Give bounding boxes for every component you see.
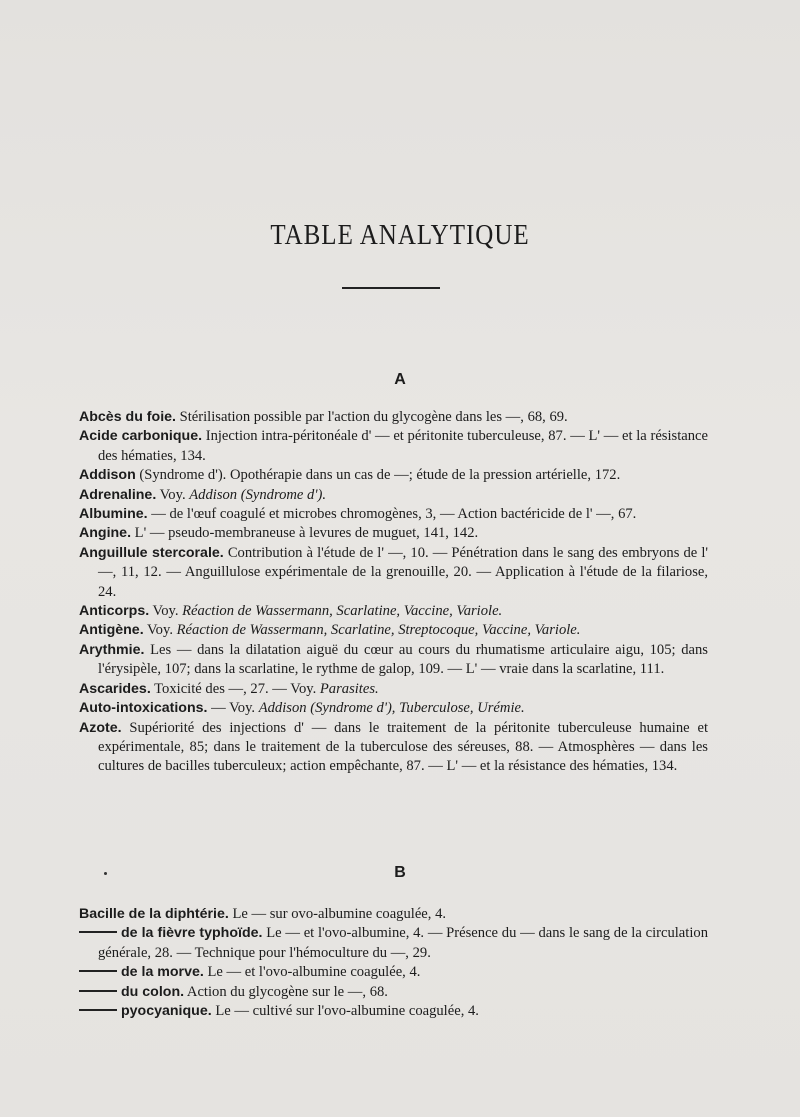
entry-text: Supériorité des injections d' — dans le traitement de la péritonite tuberculeuse humaine et expérimentale, 85; dans le traitement de la tuberculose des séreuses, 88. — Atmosphères — dans les cultures de bacilles tuberculeux; action empêchante, 87. — L' — et la résistance des hématies, 134. <box>98 719 708 775</box>
index-entry <box>79 905 708 924</box>
entry-keyword: Adrenaline. <box>79 486 157 503</box>
entry-text: — Voy. <box>207 700 259 717</box>
entry-keyword: Bacille de la diphtérie. <box>79 906 229 922</box>
entry-keyword: de la morve. <box>121 964 204 981</box>
entry-keyword: Azote. <box>79 719 122 736</box>
entry-text: Injection intra-péritonéale d' — et péritonite tuberculeuse, 87. — L' — et la résistance des hématies, 134. <box>98 428 708 464</box>
entry-keyword: Antigène. <box>79 622 144 639</box>
entry-text: Contribution à l'étude de l' —, 10. — Pénétration dans le sang des embryons de l' —, 11, 12. — Anguillulose expérimentale de la grenouille, 20. — Application à l'étude de la filariose, 24. <box>98 544 709 600</box>
entry-keyword: Auto-intoxications. <box>79 700 208 717</box>
entry-keyword: Albumine. <box>79 506 148 523</box>
entry-text: Les — dans la dilatation aiguë du cœur au cours du rhumatisme articulaire aigu, 105; dans l'érysipèle, 107; dans la scarlatine, le rythme de galop, 109. — L' — vraie dans la scarlatine, 111. <box>98 641 708 678</box>
entry-reference: Addison (Syndrome d'). <box>189 486 326 503</box>
entry-text: Le — et l'ovo-albumine coagulée, 4. <box>203 964 421 981</box>
entry-keyword: Ascarides. <box>79 680 151 697</box>
entry-keyword: du colon. <box>121 983 185 1000</box>
entry-text: Le — cultivé sur l'ovo-albumine coagulée, 4. <box>211 1003 479 1020</box>
index-entry <box>79 505 708 524</box>
entry-keyword: Acide carbonique. <box>79 428 203 445</box>
ditto-dash <box>79 970 117 972</box>
index-entry <box>79 602 708 621</box>
entry-keyword: pyocyanique. <box>121 1003 212 1020</box>
title-rule <box>342 287 440 289</box>
index-entry <box>79 1002 708 1021</box>
entry-text: Stérilisation possible par l'action du glycogène dans les —, 68, 69. <box>175 409 568 425</box>
section-b-entries <box>79 905 708 1021</box>
index-entry <box>79 699 708 718</box>
entry-reference: Réaction de Wassermann, Scarlatine, Streptocoque, Vaccine, Variole. <box>176 622 581 639</box>
section-a-entries <box>79 408 708 777</box>
entry-text: Le — sur ovo-albumine coagulée, 4. <box>228 906 447 922</box>
entry-keyword: Addison <box>79 467 136 484</box>
ditto-dash <box>79 990 117 992</box>
entry-keyword: Angine. <box>79 525 132 542</box>
entry-keyword: Arythmie. <box>79 641 145 658</box>
entry-text: Toxicité des —, 27. — Voy. <box>150 680 320 697</box>
index-entry <box>79 466 708 485</box>
entry-text: (Syndrome d'). Opothérapie dans un cas de —; étude de la pression artérielle, 172. <box>135 467 621 484</box>
entry-keyword: Anticorps. <box>79 603 150 620</box>
index-entry <box>79 719 708 777</box>
entry-text: Voy. <box>149 603 183 620</box>
index-entry <box>79 963 708 982</box>
index-entry <box>79 427 708 466</box>
ditto-dash <box>79 1009 117 1011</box>
entry-text: Le — et l'ovo-albumine, 4. — Présence du — dans le sang de la circulation générale, 28. — Technique pour l'hémoculture du —, 29. <box>98 925 708 961</box>
index-entry <box>79 486 708 505</box>
ditto-dash <box>79 931 117 933</box>
entry-reference: Parasites. <box>319 680 379 697</box>
index-entry <box>79 680 708 699</box>
section-letter-a: A <box>394 371 406 388</box>
page-title: TABLE ANALYTIQUE <box>270 219 530 251</box>
entry-text: — de l'œuf coagulé et microbes chromogènes, 3, — Action bactéricide de l' —, 67. <box>147 506 637 523</box>
entry-text: L' — pseudo-membraneuse à levures de muguet, 141, 142. <box>131 525 479 542</box>
entry-text: Voy. <box>143 622 177 639</box>
entry-text: Voy. <box>156 486 190 503</box>
entry-reference: Réaction de Wassermann, Scarlatine, Vaccine, Variole. <box>182 603 503 620</box>
entry-text: Action du glycogène sur le —, 68. <box>184 983 388 1000</box>
index-entry <box>79 924 708 963</box>
index-entry <box>79 408 708 427</box>
entry-reference: Addison (Syndrome d'), Tuberculose, Urémie. <box>258 700 525 717</box>
index-entry <box>79 983 708 1002</box>
entry-keyword: Abcès du foie. <box>79 409 176 425</box>
index-entry <box>79 641 708 680</box>
section-letter-b: B <box>394 864 406 881</box>
entry-keyword: de la fièvre typhoïde. <box>121 925 263 942</box>
index-entry <box>79 621 708 640</box>
index-entry <box>79 524 708 543</box>
entry-keyword: Anguillule stercorale. <box>79 544 224 561</box>
index-entry <box>79 544 708 602</box>
